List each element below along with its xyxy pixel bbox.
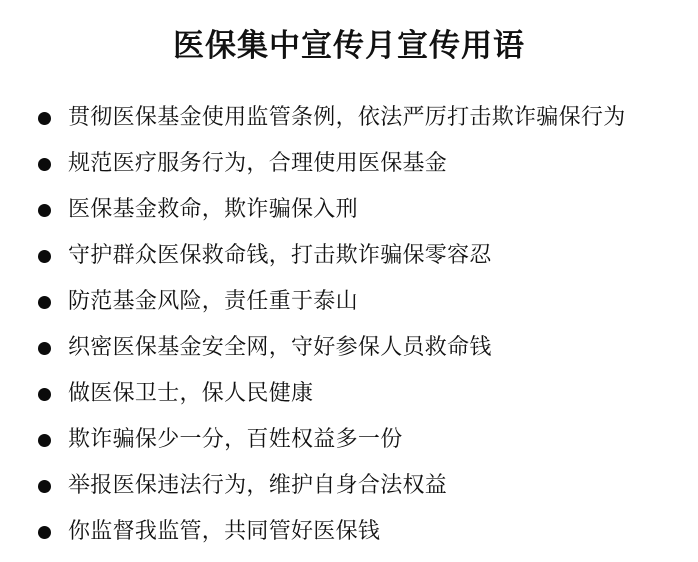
slogan-text: 举报医保违法行为，维护自身合法权益: [68, 473, 448, 498]
slogan-text: 做医保卫士，保人民健康: [68, 381, 314, 406]
slogan-text: 防范基金风险，责任重于泰山: [68, 289, 358, 314]
list-item: [0, 325, 698, 371]
slogan-text: 你监督我监管，共同管好医保钱: [68, 519, 381, 544]
bullet-icon: [38, 204, 51, 217]
bullet-icon: [38, 158, 51, 171]
bullet-icon: [38, 342, 51, 355]
slogan-text: 贯彻医保基金使用监管条例，依法严厉打击欺诈骗保行为: [68, 105, 626, 130]
list-item: [0, 279, 698, 325]
list-item: [0, 187, 698, 233]
bullet-icon: [38, 434, 51, 447]
list-item: [0, 141, 698, 187]
bullet-icon: [38, 250, 51, 263]
slogan-text: 欺诈骗保少一分，百姓权益多一份: [68, 427, 403, 452]
slogan-text: 医保基金救命，欺诈骗保入刑: [68, 197, 358, 222]
list-item: [0, 509, 698, 555]
list-item: [0, 417, 698, 463]
slogan-text: 守护群众医保救命钱，打击欺诈骗保零容忍: [68, 243, 492, 268]
bullet-icon: [38, 526, 51, 539]
list-item: [0, 233, 698, 279]
slogan-text: 规范医疗服务行为，合理使用医保基金: [68, 151, 448, 176]
bullet-icon: [38, 480, 51, 493]
bullet-icon: [38, 296, 51, 309]
slogan-text: 织密医保基金安全网，守好参保人员救命钱: [68, 335, 492, 360]
page-title: 医保集中宣传月宣传用语: [173, 28, 525, 64]
list-item: [0, 463, 698, 509]
slogan-list: [0, 95, 698, 555]
bullet-icon: [38, 388, 51, 401]
list-item: [0, 371, 698, 417]
bullet-icon: [38, 112, 51, 125]
list-item: [0, 95, 698, 141]
